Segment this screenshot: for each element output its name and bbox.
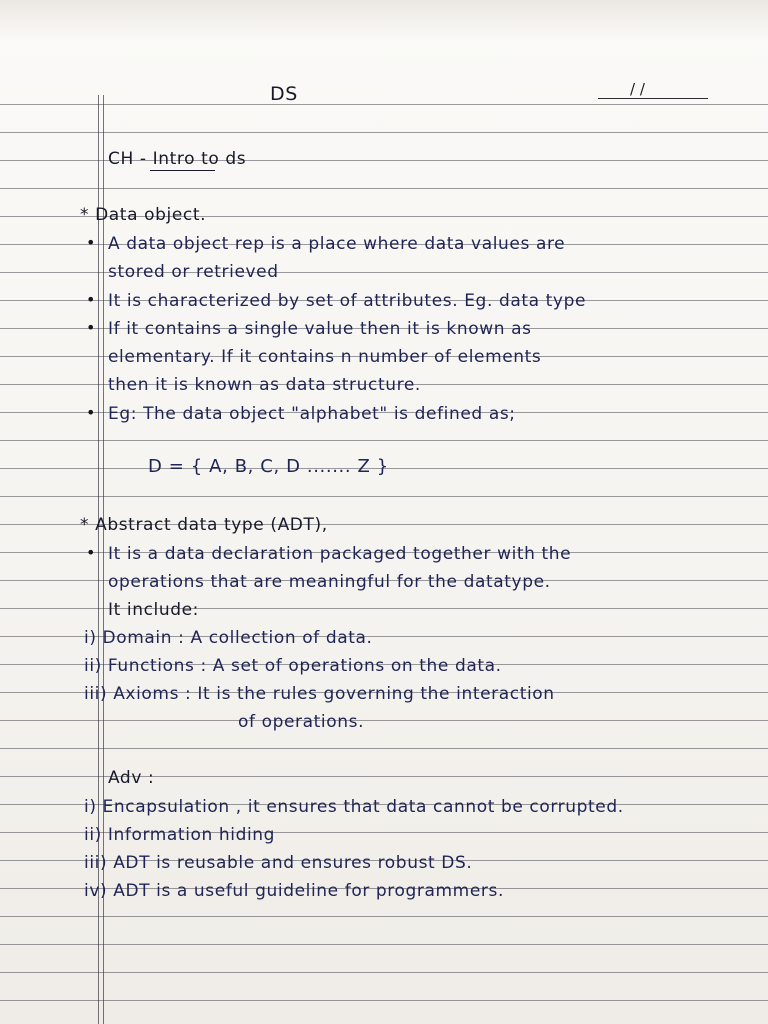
ruled-line bbox=[0, 440, 768, 441]
data-object-line: A data object rep is a place where data values are bbox=[108, 234, 566, 254]
date-slashes: / / bbox=[630, 80, 645, 98]
adt-line: i) Domain : A collection of data. bbox=[84, 628, 373, 648]
data-object-line: Eg: The data object "alphabet" is defined as; bbox=[108, 404, 516, 424]
data-object-heading: * Data object. bbox=[80, 205, 207, 225]
adt-line: ii) Functions : A set of operations on the data. bbox=[84, 656, 502, 676]
ruled-line bbox=[0, 944, 768, 945]
adt-line: operations that are meaningful for the datatype. bbox=[108, 572, 551, 592]
ruled-line bbox=[0, 132, 768, 133]
adt-line: of operations. bbox=[238, 712, 365, 732]
adt-line: It include: bbox=[108, 600, 200, 620]
ruled-line bbox=[0, 1000, 768, 1001]
data-object-line: stored or retrieved bbox=[108, 262, 279, 282]
adt-line: It is a data declaration packaged together with the bbox=[108, 544, 572, 564]
adv-heading: Adv : bbox=[108, 768, 155, 788]
date-line bbox=[598, 98, 708, 99]
bullet-icon: • bbox=[86, 318, 96, 337]
ruled-line bbox=[0, 496, 768, 497]
adv-item: ii) Information hiding bbox=[84, 825, 276, 845]
ruled-line bbox=[0, 104, 768, 105]
data-object-line: elementary. If it contains n number of elements bbox=[108, 347, 542, 367]
adv-item: iv) ADT is a useful guideline for programmers. bbox=[84, 881, 504, 901]
adt-heading: * Abstract data type (ADT), bbox=[80, 515, 328, 535]
page-title: DS bbox=[270, 83, 298, 105]
ruled-line bbox=[0, 720, 768, 721]
data-object-line: If it contains a single value then it is known as bbox=[108, 319, 532, 339]
adv-item: iii) ADT is reusable and ensures robust DS. bbox=[84, 853, 473, 873]
data-object-line: then it is known as data structure. bbox=[108, 375, 421, 395]
ruled-line bbox=[0, 916, 768, 917]
adv-item: i) Encapsulation , it ensures that data cannot be corrupted. bbox=[84, 797, 624, 817]
bullet-icon: • bbox=[86, 290, 96, 309]
bullet-icon: • bbox=[86, 403, 96, 422]
adt-line: iii) Axioms : It is the rules governing the interaction bbox=[84, 684, 555, 704]
ruled-line bbox=[0, 188, 768, 189]
ruled-line bbox=[0, 972, 768, 973]
ruled-line bbox=[0, 748, 768, 749]
bullet-icon: • bbox=[86, 233, 96, 252]
bullet-icon: • bbox=[86, 543, 96, 562]
chapter-title: CH - Intro to ds bbox=[108, 149, 247, 169]
chapter-underline bbox=[150, 170, 215, 171]
set-definition: D = { A, B, C, D ....... Z } bbox=[148, 456, 389, 477]
data-object-line: It is characterized by set of attributes. Eg. data type bbox=[108, 291, 587, 311]
